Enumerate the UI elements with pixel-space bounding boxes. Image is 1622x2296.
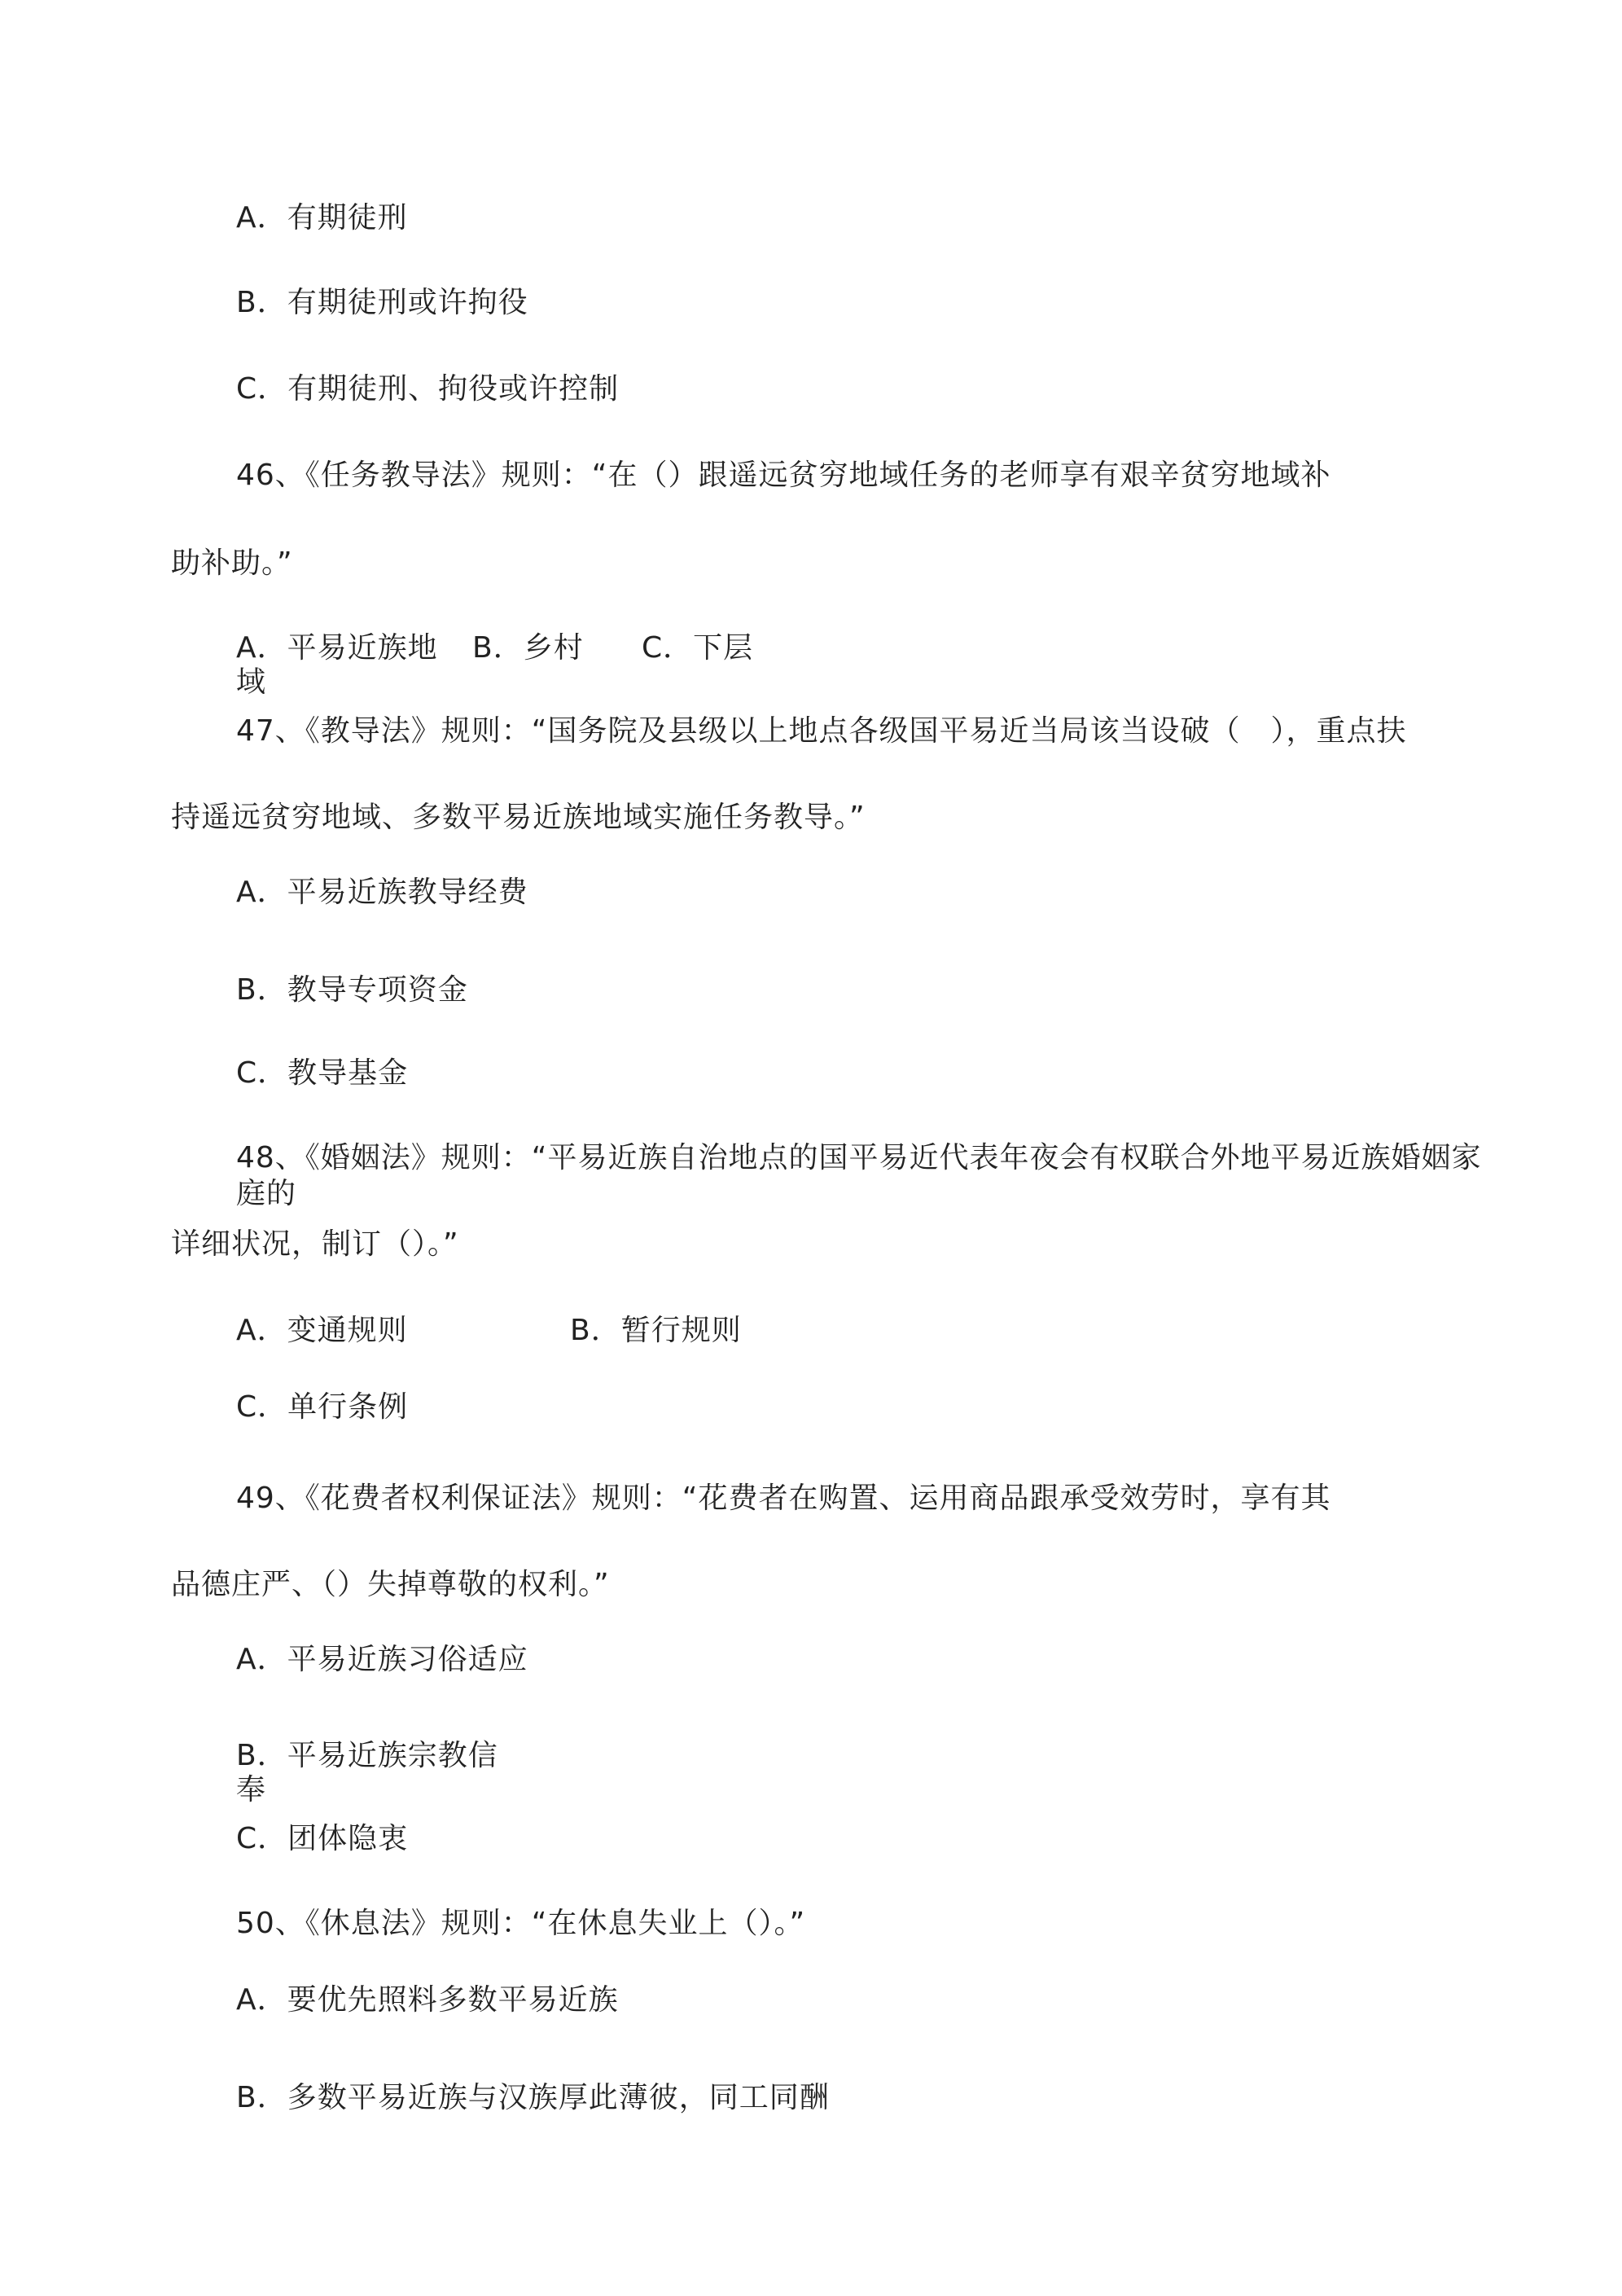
option-c: C．有期徒刑、拘役或许控制 [236, 372, 620, 406]
question-49-stem: 49、《花费者权利保证法》规则：“花费者在购置、运用商品跟承受效劳时，享有其 [236, 1482, 1331, 1515]
question-47-stem-continuation: 持遥远贫穷地域、多数平易近族地域实施任务教导。” [171, 801, 866, 834]
question-50-stem: 50、《休息法》规则：“在休息失业上（）。” [236, 1907, 806, 1940]
option-b: B．有期徒刑或许拘役 [236, 286, 528, 319]
option-a: A．平易近族教导经费 [236, 876, 528, 909]
option-a-wrap: 域 [236, 665, 267, 699]
question-48-stem-continuation: 详细状况，制订（）。” [171, 1227, 459, 1261]
option-b: B．乡村 [472, 631, 584, 665]
option-a: A．有期徒刑 [236, 201, 408, 235]
option-b: B．暂行规则 [570, 1314, 742, 1347]
question-46-stem-continuation: 助补助。” [171, 547, 293, 580]
option-a: A．平易近族习俗适应 [236, 1643, 528, 1676]
option-c: C．下层 [642, 631, 754, 665]
option-b: B．教导专项资金 [236, 973, 468, 1007]
option-c: C．单行条例 [236, 1390, 409, 1424]
option-b: B．多数平易近族与汉族厚此薄彼，同工同酬 [236, 2081, 830, 2114]
option-c: C．团体隐衷 [236, 1822, 409, 1855]
option-b: B．平易近族宗教信 [236, 1739, 498, 1772]
question-46-stem: 46、《任务教导法》规则：“在（）跟遥远贫穷地域任务的老师享有艰辛贫穷地域补 [236, 459, 1331, 492]
option-a: A．要优先照料多数平易近族 [236, 1983, 619, 2017]
option-c: C．教导基金 [236, 1056, 409, 1090]
question-48-stem: 48、《婚姻法》规则：“平易近族自治地点的国平易近代表年夜会有权联合外地平易近族婚姻家 [236, 1141, 1482, 1174]
question-48-stem-wrap: 庭的 [236, 1177, 297, 1210]
option-b-wrap: 奉 [236, 1773, 267, 1807]
option-a: A．变通规则 [236, 1314, 408, 1347]
question-47-stem: 47、《教导法》规则：“国务院及县级以上地点各级国平易近当局该当设破（ ），重点扶 [236, 714, 1407, 748]
option-a: A．平易近族地 [236, 631, 438, 665]
question-49-stem-continuation: 品德庄严、（）失掉尊敬的权利。” [171, 1568, 610, 1601]
